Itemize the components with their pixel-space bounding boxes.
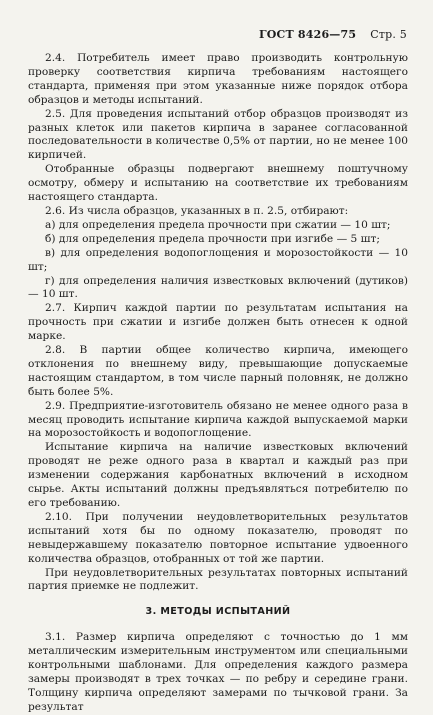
clause-2-6-v: в) для определения водопоглощения и морозостойкости — 10 шт;: [28, 246, 408, 273]
page-header: [259, 28, 407, 41]
clause-2-5: 2.5. Для проведения испытаний отбор образцов производят из разных клеток или пакетов кирпича в заранее согласованной последовательности в количестве 0,5% от партии, но не менее 100 кирпичей.: [28, 107, 408, 162]
clause-2-5-note: Отобранные образцы подвергают внешнему поштучному осмотру, обмеру и испытанию на соответствие их требованиям настоящего стандарта.: [28, 163, 408, 204]
clause-2-7: 2.7. Кирпич каждой партии по результатам испытания на прочность при сжатии и изгибе должен быть отнесен к одной марке.: [28, 302, 408, 343]
clause-2-10-note: При неудовлетворительных результатах повторных испытаний партия приемке не подлежит.: [28, 566, 408, 593]
clause-2-9-note: Испытание кирпича на наличие известковых включений проводят не реже одного раза в квартал и каждый раз при изменении содержания карбонатных включений в исходном сырье. Акты испытаний должны предъявляться потребителю по его требованию.: [28, 441, 408, 509]
clause-2-4: 2.4. Потребитель имеет право производить контрольную проверку соответствия кирпича требованиям настоящего стандарта, применяя при этом указанные ниже порядок отбора образцов и методы испытаний.: [28, 52, 408, 106]
document-number: ГОСТ 8426—75: [258, 28, 357, 41]
document-body: [28, 52, 408, 715]
clause-2-6-g: г) для определения наличия известковых включений (дутиков) — 10 шт.: [28, 274, 408, 301]
clause-2-8: 2.8. В партии общее количество кирпича, имеющего отклонения по внешнему виду, превышающие допускаемые настоящим стандартом, в том числе парный половняк, не должно быть более 5%.: [28, 344, 408, 398]
clause-2-6: 2.6. Из числа образцов, указанных в п. 2.5, отбирают:: [45, 204, 349, 217]
clause-2-6-a: а) для определения предела прочности при сжатии — 10 шт;: [45, 218, 391, 231]
clause-2-9: 2.9. Предприятие-изготовитель обязано не менее одного раза в месяц проводить испытание кирпича каждой выпускаемой марки на морозостойкость и водопоглощение.: [28, 399, 408, 440]
clause-2-10: 2.10. При получении неудовлетворительных результатов испытаний хотя бы по одному показателю, проводят по невыдержавшему показателю повторное испытание удвоенного количества образцов, отобранных от той же партии.: [28, 510, 408, 565]
clause-3-1: 3.1. Размер кирпича определяют с точностью до 1 мм металлическим измерительным инструментом или специальными контрольными шаблонами. Для определения каждого размера замеры производят в трех точках — по ребру и середине грани. Толщину кирпича определяют замерами по тычковой грани. За результат: [28, 631, 408, 713]
section-title: 3. МЕТОДЫ ИСПЫТАНИЙ: [145, 606, 291, 618]
clause-2-6-b: б) для определения предела прочности при изгибе — 5 шт;: [45, 232, 380, 245]
page-number: Стр. 5: [370, 28, 407, 41]
